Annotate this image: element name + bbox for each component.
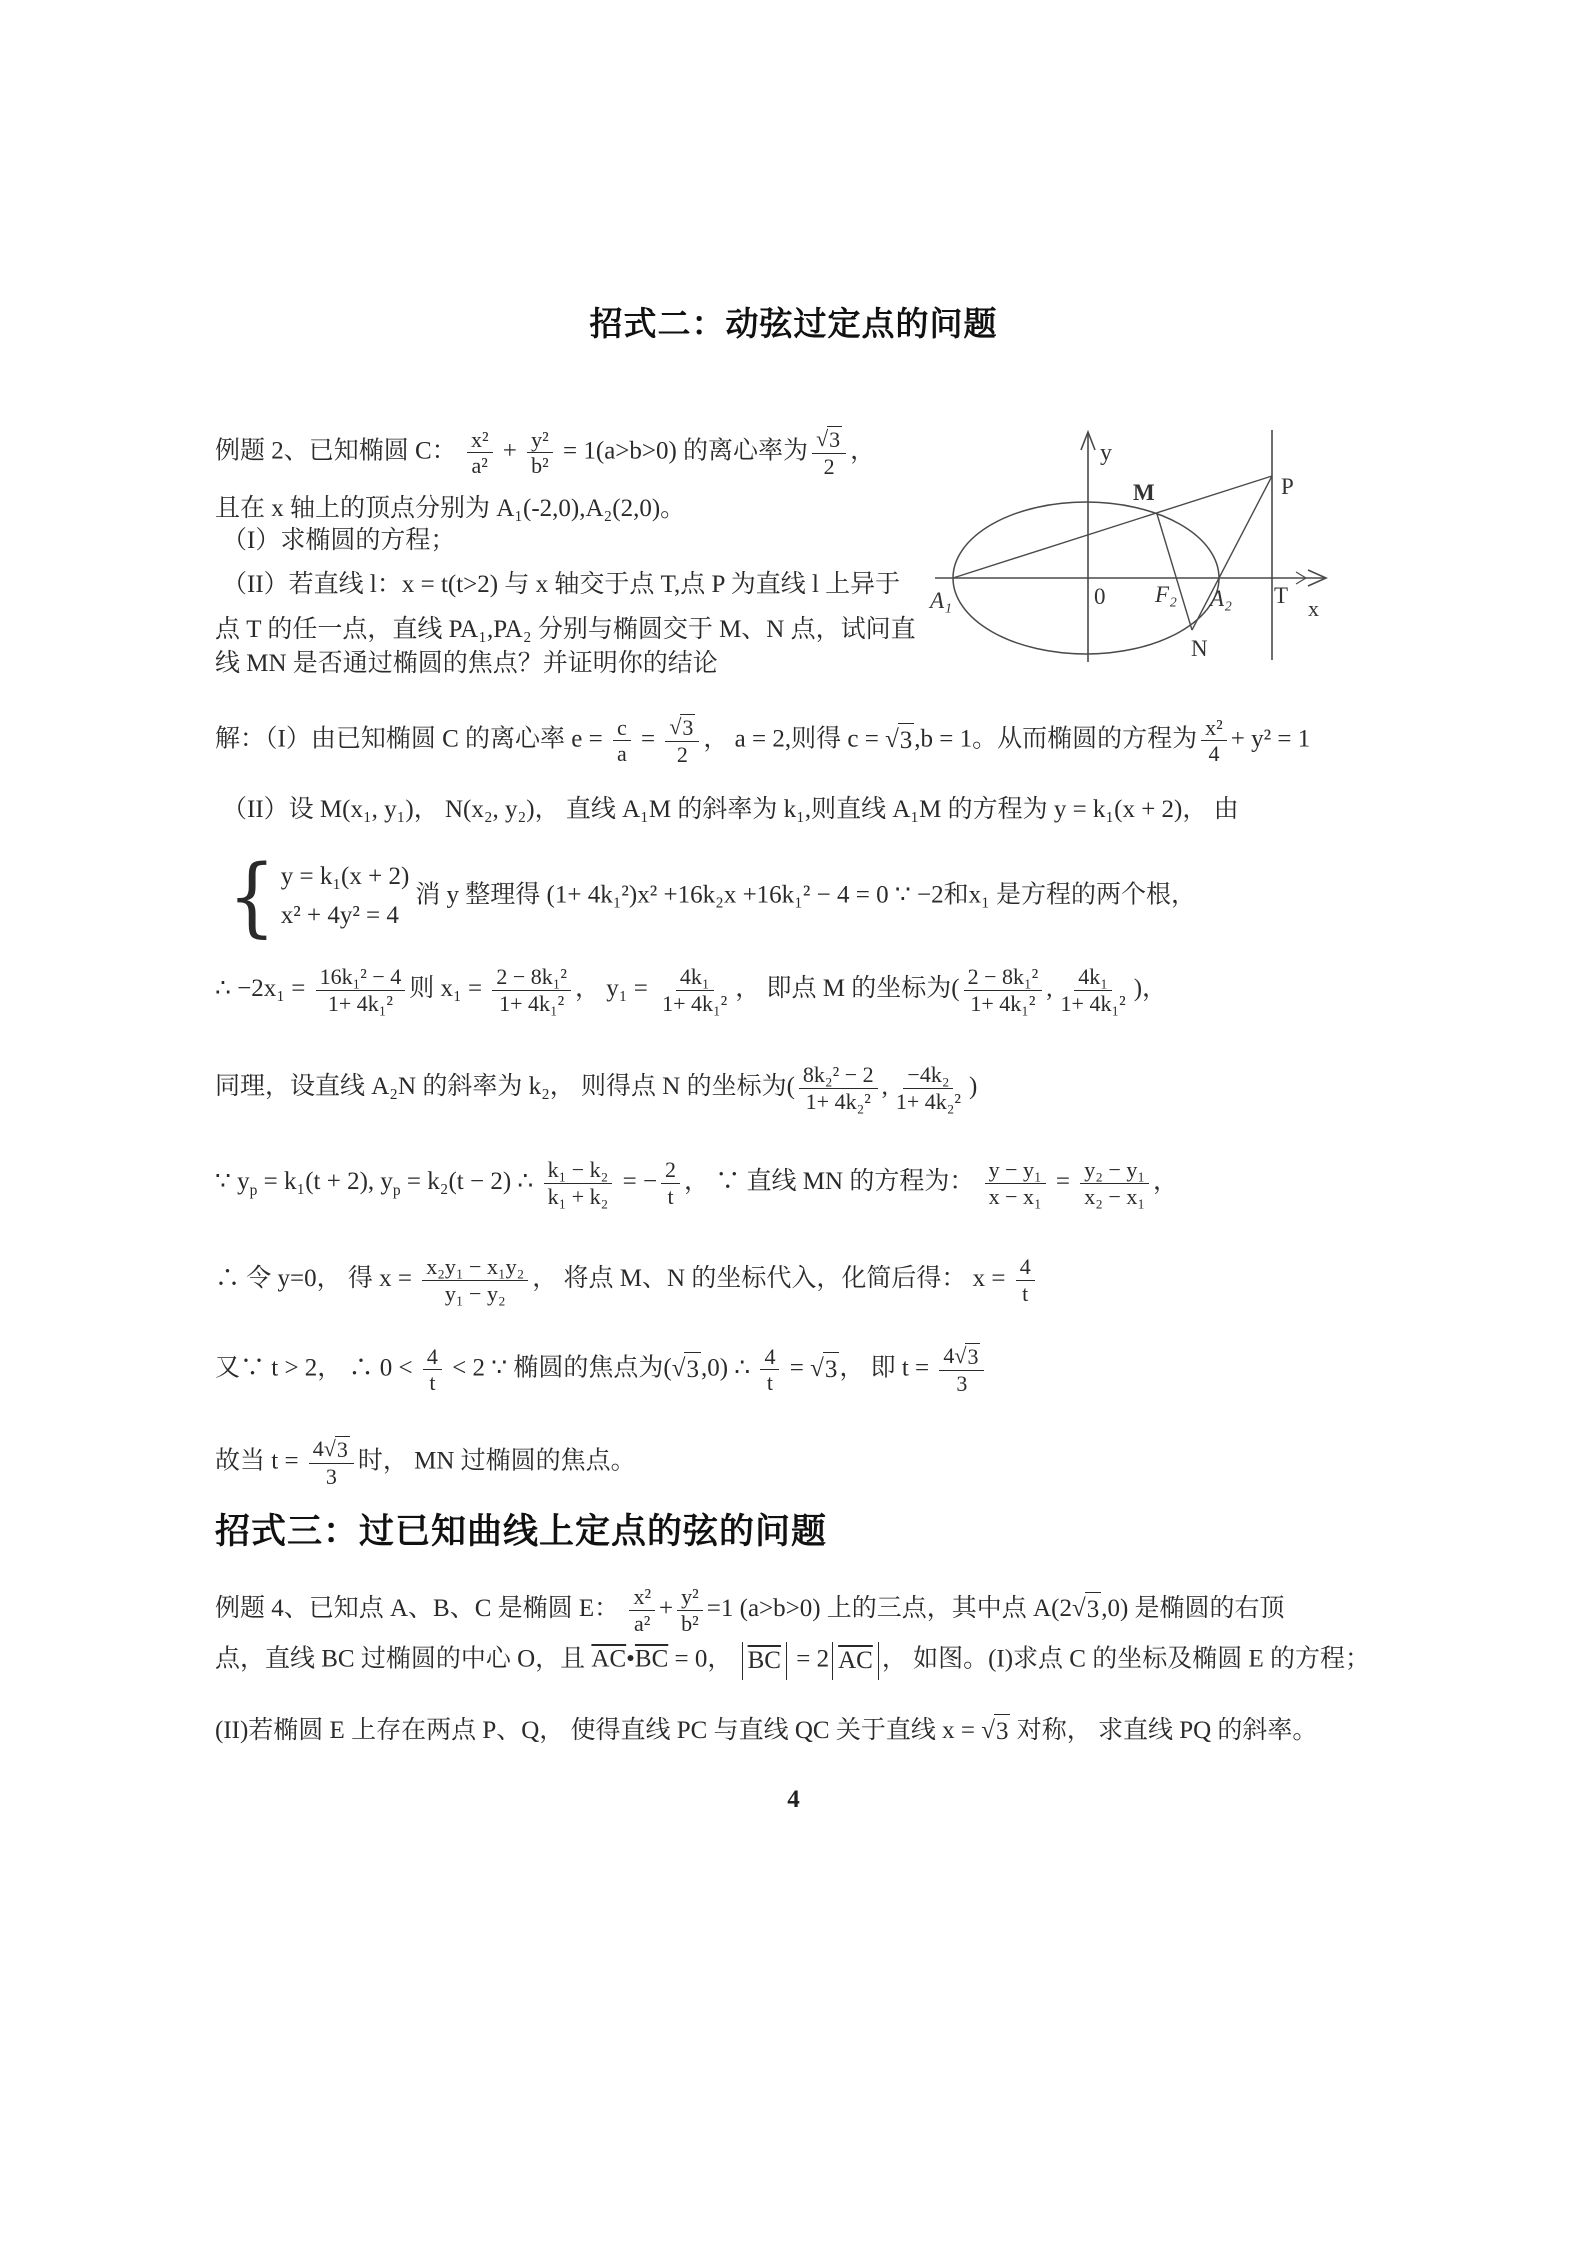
section3-title: 招式三：过已知曲线上定点的弦的问题 <box>215 1512 828 1551</box>
problem2-line-4: （II）若直线 l：x = t(t>2) 与 x 轴交于点 T,点 P 为直线 l 上异于 <box>222 571 901 598</box>
label-m: M <box>1133 480 1155 505</box>
label-y-axis: y <box>1100 440 1112 466</box>
line-m-n <box>1157 514 1192 630</box>
problem4-line-3: (II)若椭圆 E 上存在两点 P、Q， 使得直线 PC 与直线 QC 关于直线 x = √ 3 对称， 求直线 PQ 的斜率。 <box>215 1714 1317 1749</box>
label-x-axis: x <box>1308 596 1319 621</box>
problem2-line-1: 例题 2、已知椭圆 C： $\frac{\text{x²}}{\text{a²}}$ + $\frac{\text{y²}}{\text{b²}}$ = 1(a>b>0) 的离心率为 √ 3 2 ， <box>215 426 876 479</box>
solution-line-2: （II）设 M(x₁, y₁)， N(x₂, y₂)， 直线 A₁M 的斜率为 k₁,则直线 A₁M 的方程为 y = k₁(x + 2)， 由 <box>222 796 1239 823</box>
solution-line-4: ∴ −2x₁ = $\frac{\text{16k₁² − 4}}{\text{1+ 4k₁²}}$ 则 x₁ = $\frac{\text{2 − 8k₁²}}{\text{1+ 4k₁²}}$ ， y₁ = $\frac{\text{4k₁}}{\text{1+ 4k₁²}}$ ， 即点 M 的坐标为( $\frac{\text{2 − 8k₁²}}{\text{1+ 4k₁²}}$ , $\frac{\text{4k₁}}{\text{1+ 4k₁²}}$ )， <box>215 964 1168 1016</box>
line-a1-p <box>953 476 1272 578</box>
label-origin: 0 <box>1094 584 1106 609</box>
solution-line-3: { y = k₁(x + 2) x² + 4y² = 4 消 y 整理得 (1+ 4k₁²)x² +16k₂x +16k₁² − 4 = 0 ∵ −2和x₁ 是方程的两个根， <box>228 845 1197 947</box>
solution-line-6: ∵ $y_p = k_1(t + 2)$, $y_p = k_2(t - 2)$ ∴ $\frac{\text{k₁ − k₂}}{\text{k₁ + k₂}}$ = − $\frac{2}{t}$ ， ∵ 直线 MN 的方程为： $\frac{\text{y − y₁}}{\text{x − x₁}}$ = $\frac{\text{y₂ − y₁}}{\text{x₂ − x₁}}$ ， <box>215 1157 1179 1209</box>
problem2-line-3: （I）求椭圆的方程； <box>222 527 456 554</box>
problem2-line-2: 且在 x 轴上的顶点分别为 A₁(-2,0),A₂(2,0)。 <box>215 495 686 522</box>
problem2-line-6: 线 MN 是否通过椭圆的焦点？并证明你的结论 <box>215 650 718 677</box>
label-a2: A₂ <box>1210 586 1233 611</box>
page-number: 4 <box>787 1786 800 1813</box>
solution-line-7: ∴ 令 y=0， 得 x = $\frac{\text{x₂y₁ − x₁y₂}}{\text{y₁ − y₂}}$ ， 将点 M、N 的坐标代入，化简后得： x = $\frac{4}{t}$ <box>215 1254 1039 1307</box>
solution-line-8: 又∵ t > 2， ∴ 0 < $\frac{4}{t}$ < 2 ∵ 椭圆的焦点为( √ 3 ,0) ∴ $\frac{4}{t}$ = √ 3 ， 即 t = 4 √ 3 3 <box>215 1343 988 1397</box>
ellipse-figure <box>880 380 1400 720</box>
label-a1: A₁ <box>930 588 953 613</box>
label-f2: F₂ <box>1155 582 1178 607</box>
solution-line-5: 同理，设直线 A₂N 的斜率为 k₂， 则得点 N 的坐标为( $\frac{\text{8k₂² − 2}}{\text{1+ 4k₂²}}$ , $\frac{\text{−4k₂}}{\text{1+ 4k₂²}}$ ) <box>215 1062 978 1114</box>
solution-line-1: 解：（I）由已知椭圆 C 的离心率 e = $\frac{c}{a}$ = √ 3 2 ， a = 2,则得 c = √ 3 ,b = 1。从而椭圆的方程为 $\frac{\text{x²}}{4}$ + y² = 1 <box>215 714 1311 767</box>
problem4-line-2: 点，直线 BC 过椭圆的中心 O，且 $\overline{AC}•\overline{BC} = 0$， $\overline{BC} = 2$ $\overline{AC}$ ， 如图。(I)求点 C 的坐标及椭圆 E 的方程； <box>215 1642 1370 1680</box>
section2-title: 招式二：动弦过定点的问题 <box>589 305 998 342</box>
problem4-line-1: 例题 4、已知点 A、B、C 是椭圆 E： $\frac{\text{x²}}{\text{a²}}$ + $\frac{\text{y²}}{\text{b²}}$ =1 (a>b>0) 上的三点，其中点 A(2 √ 3 ,0) 是椭圆的右顶 <box>215 1584 1285 1636</box>
label-n: N <box>1191 636 1208 661</box>
label-t: T <box>1274 583 1289 608</box>
label-p: P <box>1281 474 1294 499</box>
problem2-line-5: 点 T 的任一点，直线 PA₁,PA₂ 分别与椭圆交于 M、N 点，试问直 <box>215 616 916 643</box>
solution-line-9: 故当 t = 4 √ 3 3 时， MN 过椭圆的焦点。 <box>215 1436 636 1489</box>
